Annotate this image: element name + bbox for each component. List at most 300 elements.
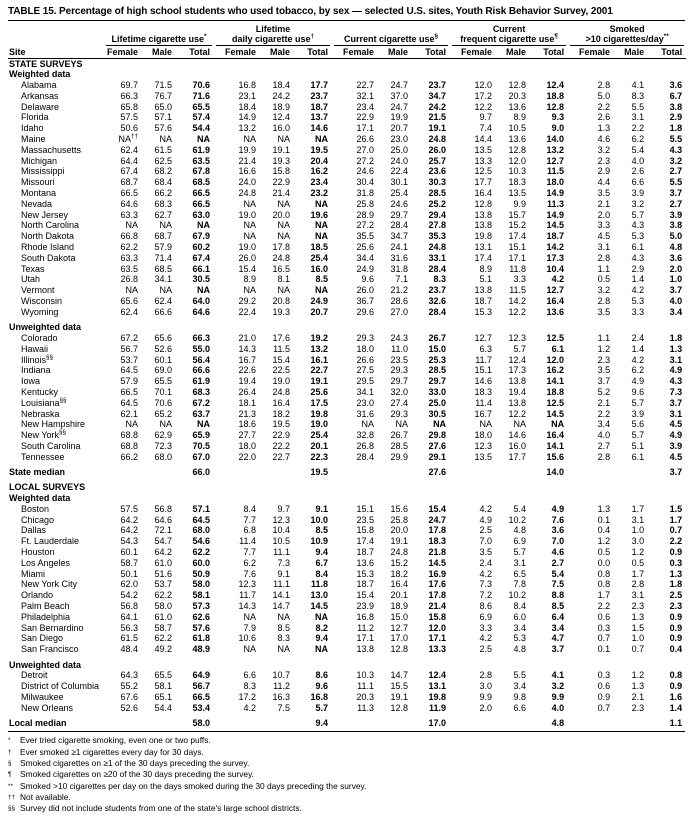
value-cell: 24.8: [428, 134, 447, 145]
value-cell: 67.4: [192, 252, 211, 263]
value-cell: 13.6: [508, 101, 527, 112]
value-cell: 10.0: [310, 514, 329, 525]
value-cell: 34.7: [428, 90, 447, 101]
value-cell: 16.4: [474, 188, 493, 199]
column-header-total: Total: [412, 46, 450, 59]
value-cell: 6.7: [315, 557, 329, 568]
value-cell: 63.7: [192, 408, 211, 419]
value-cell: 60.0: [192, 557, 211, 568]
value-cell: 3.4: [513, 622, 527, 633]
value-cell: 18.3: [428, 536, 447, 547]
table-row: [8, 333, 686, 344]
value-cell: 24.9: [310, 296, 329, 307]
value-cell: 10.6: [238, 633, 257, 644]
value-cell: 19.2: [310, 332, 329, 343]
table-row: [8, 634, 686, 645]
value-cell: 11.1: [273, 579, 291, 590]
value-cell: 24.7: [428, 514, 447, 525]
value-cell: 34.7: [390, 231, 409, 242]
value-cell: 57.9: [154, 242, 172, 253]
value-cell: 7.2: [479, 590, 493, 601]
value-cell: [104, 714, 142, 729]
value-cell: 33.1: [428, 252, 447, 263]
value-cell: 11.9: [429, 702, 447, 713]
value-cell: NA: [315, 220, 329, 231]
value-cell: 5.4: [551, 568, 565, 579]
value-cell: 2.2: [597, 408, 611, 419]
value-cell: 4.8: [513, 644, 527, 655]
value-cell: 28.4: [356, 451, 375, 462]
value-cell: 15.6: [546, 451, 565, 462]
value-cell: 19.0: [310, 419, 329, 430]
value-cell: 18.0: [238, 440, 257, 451]
value-cell: 32.1: [356, 90, 375, 101]
value-cell: 3.3: [479, 622, 493, 633]
value-cell: 69.7: [120, 80, 138, 91]
value-cell: 25.0: [428, 397, 447, 408]
value-cell: 67.2: [192, 397, 211, 408]
value-cell: 8.5: [315, 525, 329, 536]
value-cell: NA: [243, 611, 257, 622]
value-cell: 63.3: [120, 252, 138, 263]
value-cell: 16.4: [546, 296, 565, 307]
value-cell: 7.6: [551, 514, 565, 525]
value-cell: 65.6: [120, 296, 138, 307]
value-cell: 16.8: [356, 611, 375, 622]
value-cell: 4.5: [597, 231, 611, 242]
table-row: [8, 135, 686, 146]
value-cell: 25.2: [428, 198, 447, 209]
value-cell: 27.6: [428, 440, 447, 451]
value-cell: 13.7: [310, 112, 329, 123]
value-cell: 3.7: [669, 466, 683, 477]
subsection-row: [8, 318, 686, 333]
value-cell: 0.3: [597, 670, 611, 681]
value-cell: 3.2: [669, 155, 683, 166]
site-name: Rhode Island: [21, 242, 75, 253]
value-cell: 2.0: [479, 702, 493, 713]
value-cell: 2.6: [631, 166, 645, 177]
value-cell: 1.3: [631, 681, 645, 692]
value-cell: 25.6: [356, 242, 375, 253]
value-cell: 2.8: [597, 451, 611, 462]
site-name: Palm Beach: [21, 601, 70, 612]
value-cell: 20.8: [272, 296, 291, 307]
value-cell: 22.2: [272, 440, 291, 451]
value-cell: 6.9: [513, 536, 527, 547]
value-cell: 24.9: [356, 263, 375, 274]
value-cell: 12.8: [474, 198, 493, 209]
value-cell: 18.7: [356, 579, 375, 590]
value-cell: 24.8: [390, 547, 409, 558]
value-cell: 3.1: [597, 242, 611, 253]
value-cell: 24.6: [356, 166, 375, 177]
value-cell: 1.2: [597, 343, 611, 354]
value-cell: 2.3: [631, 601, 645, 612]
value-cell: 12.7: [546, 155, 565, 166]
value-cell: 14.7: [390, 670, 409, 681]
value-cell: 68.2: [154, 166, 172, 177]
table-row: [8, 409, 686, 420]
value-cell: [332, 463, 378, 478]
value-cell: 18.9: [272, 101, 291, 112]
value-cell: 56.7: [120, 343, 138, 354]
footnotes: [8, 731, 685, 814]
value-cell: 17.4: [508, 231, 527, 242]
value-cell: 34.1: [356, 386, 375, 397]
value-cell: 7.0: [479, 536, 493, 547]
value-cell: 57.4: [192, 112, 211, 123]
value-cell: 54.3: [120, 536, 138, 547]
value-cell: 14.1: [546, 376, 565, 387]
value-cell: 65.2: [154, 408, 172, 419]
value-cell: NA: [243, 285, 257, 296]
value-cell: 9.8: [513, 691, 527, 702]
value-cell: 14.9: [546, 188, 565, 199]
footnote-text: Smoked cigarettes on ≥1 of the 30 days preceding the survey.: [20, 757, 250, 768]
value-cell: 66.5: [120, 386, 138, 397]
value-cell: 53.7: [120, 354, 138, 365]
value-cell: 9.0: [551, 123, 565, 134]
value-cell: 9.6: [315, 681, 329, 692]
value-cell: 4.2: [479, 633, 493, 644]
value-cell: 16.8: [238, 80, 257, 91]
value-cell: 0.9: [669, 633, 683, 644]
section-row: [8, 478, 686, 493]
value-cell: 12.5: [546, 332, 565, 343]
value-cell: 0.5: [597, 547, 611, 558]
value-cell: 54.4: [154, 702, 172, 713]
value-cell: 10.5: [508, 123, 527, 134]
value-cell: 11.5: [509, 285, 527, 296]
value-cell: 5.5: [669, 134, 683, 145]
site-name: North Carolina: [21, 220, 80, 231]
value-cell: 1.2: [597, 536, 611, 547]
value-cell: 3.8: [669, 220, 683, 231]
value-cell: 5.3: [631, 296, 645, 307]
value-cell: 15.4: [428, 503, 447, 514]
value-cell: 4.0: [669, 296, 683, 307]
value-cell: 22.7: [272, 451, 291, 462]
value-cell: 9.4: [315, 547, 329, 558]
site-name: Delaware: [21, 101, 60, 112]
value-cell: 1.7: [631, 503, 645, 514]
value-cell: 70.6: [154, 397, 172, 408]
value-cell: 16.7: [238, 354, 257, 365]
value-cell: 14.3: [238, 601, 257, 612]
value-cell: 4.9: [631, 376, 645, 387]
value-cell: 12.4: [508, 354, 527, 365]
value-cell: 66.6: [192, 365, 211, 376]
value-cell: 22.5: [272, 365, 291, 376]
value-cell: 2.2: [597, 601, 611, 612]
value-cell: 14.1: [546, 440, 565, 451]
value-cell: 36.7: [356, 296, 375, 307]
value-cell: 21.3: [238, 408, 257, 419]
value-cell: 23.4: [356, 101, 375, 112]
value-cell: 12.7: [474, 332, 493, 343]
value-cell: [214, 463, 260, 478]
value-cell: 4.9: [479, 514, 493, 525]
value-cell: 64.9: [192, 670, 211, 681]
value-cell: NA: [513, 419, 527, 430]
value-cell: 22.6: [238, 365, 257, 376]
value-cell: 3.6: [551, 525, 565, 536]
table-row: [8, 199, 686, 210]
value-cell: 67.8: [192, 166, 211, 177]
value-cell: 70.1: [154, 386, 172, 397]
value-cell: 63.0: [192, 209, 211, 220]
table-row: [8, 275, 686, 286]
value-cell: 19.4: [238, 376, 257, 387]
value-cell: 13.8: [508, 397, 527, 408]
value-cell: 12.8: [508, 144, 527, 155]
value-cell: 14.2: [546, 242, 565, 253]
value-cell: 9.1: [315, 503, 329, 514]
value-cell: 10.9: [310, 536, 329, 547]
value-cell: 33.0: [428, 386, 447, 397]
value-cell: 1.0: [669, 274, 683, 285]
value-cell: 2.8: [597, 252, 611, 263]
site-name: Detroit: [21, 670, 48, 681]
value-cell: 1.1: [597, 332, 611, 343]
value-cell: 14.9: [546, 209, 565, 220]
value-cell: 67.0: [192, 451, 211, 462]
value-cell: 19.1: [390, 536, 409, 547]
value-cell: 29.7: [428, 376, 447, 387]
value-cell: 29.7: [390, 209, 409, 220]
value-cell: 14.2: [508, 296, 527, 307]
value-cell: 2.9: [669, 112, 683, 123]
value-cell: 25.3: [428, 354, 447, 365]
value-cell: 7.5: [277, 702, 291, 713]
value-cell: 70.6: [192, 80, 211, 91]
value-cell: 65.5: [154, 670, 172, 681]
site-name: Florida: [21, 112, 49, 123]
value-cell: 23.7: [428, 80, 447, 91]
value-cell: 16.8: [310, 691, 329, 702]
site-name: Dallas: [21, 525, 47, 536]
value-cell: 11.5: [547, 166, 565, 177]
site-name: Texas: [21, 263, 45, 274]
value-cell: [332, 714, 378, 729]
value-cell: 17.2: [474, 90, 493, 101]
value-cell: 60.1: [120, 547, 138, 558]
value-cell: 52.6: [120, 702, 138, 713]
value-cell: 0.3: [597, 622, 611, 633]
table-row: [8, 297, 686, 308]
value-cell: 16.2: [546, 365, 565, 376]
footnote: [8, 758, 685, 769]
value-cell: 1.8: [669, 332, 683, 343]
value-cell: 72.1: [154, 525, 172, 536]
value-cell: 49.2: [154, 644, 172, 655]
value-cell: NA: [243, 220, 257, 231]
value-cell: 11.4: [239, 536, 257, 547]
value-cell: 6.1: [631, 451, 645, 462]
value-cell: 8.4: [513, 601, 527, 612]
value-cell: 3.4: [669, 306, 683, 317]
site-name: Nevada: [21, 198, 53, 209]
value-cell: 8.8: [551, 590, 565, 601]
value-cell: 50.1: [120, 568, 138, 579]
value-cell: 19.8: [428, 691, 447, 702]
value-cell: 19.5: [310, 144, 329, 155]
site-name: San Bernardino: [21, 622, 84, 633]
value-cell: 23.2: [310, 188, 329, 199]
value-cell: 62.1: [120, 408, 138, 419]
value-cell: 12.8: [508, 80, 527, 91]
group-header-smoked-10-per-day: Smoked >10 cigarettes/day**: [568, 22, 686, 46]
site-name: New York City: [21, 579, 78, 590]
value-cell: 6.0: [513, 611, 527, 622]
value-cell: 1.0: [631, 633, 645, 644]
value-cell: 12.2: [508, 408, 527, 419]
value-cell: 6.2: [631, 134, 645, 145]
value-cell: 0.9: [669, 622, 683, 633]
value-cell: 18.7: [356, 547, 375, 558]
value-cell: NA: [315, 134, 329, 145]
value-cell: 3.3: [597, 220, 611, 231]
value-cell: 20.3: [508, 90, 527, 101]
value-cell: 6.7: [669, 90, 683, 101]
table-row: [8, 81, 686, 92]
value-cell: 3.1: [669, 408, 683, 419]
value-cell: 4.5: [669, 451, 683, 462]
value-cell: 24.0: [390, 155, 409, 166]
table-row: [8, 91, 686, 102]
value-cell: 61.5: [154, 144, 172, 155]
site-name: Miami: [21, 568, 45, 579]
table-row: [8, 515, 686, 526]
value-cell: 14.1: [272, 590, 291, 601]
value-cell: 56.8: [154, 503, 172, 514]
value-cell: 66.5: [120, 188, 138, 199]
value-cell: 9.9: [551, 691, 565, 702]
value-cell: 67.6: [120, 691, 138, 702]
value-cell: 3.9: [669, 209, 683, 220]
value-cell: 9.9: [479, 691, 493, 702]
value-cell: 5.7: [513, 547, 527, 558]
value-cell: 20.0: [272, 209, 291, 220]
value-cell: 56.8: [120, 601, 138, 612]
group-header-lifetime-use: Lifetime cigarette use*: [104, 22, 214, 46]
value-cell: 0.5: [597, 274, 611, 285]
value-cell: 7.3: [479, 579, 493, 590]
tobacco-use-table: [8, 22, 686, 729]
value-cell: 21.5: [428, 112, 447, 123]
value-cell: 16.6: [238, 166, 257, 177]
value-cell: 6.1: [551, 343, 565, 354]
value-cell: 26.6: [356, 354, 375, 365]
column-header-male: Male: [378, 46, 412, 59]
site-name: New York§§: [21, 429, 67, 441]
value-cell: 71.4: [154, 252, 172, 263]
value-cell: 64.5: [120, 365, 138, 376]
value-cell: 19.1: [390, 691, 409, 702]
table-row: [8, 671, 686, 682]
section-row: [8, 59, 686, 70]
section-label: LOCAL SURVEYS: [9, 482, 86, 493]
value-cell: 2.5: [479, 525, 493, 536]
value-cell: 26.8: [120, 274, 138, 285]
value-cell: 13.5: [474, 144, 493, 155]
value-cell: 3.6: [669, 252, 683, 263]
value-cell: 58.1: [192, 590, 211, 601]
footnote-text: Not available.: [20, 791, 71, 802]
value-cell: [450, 714, 496, 729]
value-cell: 16.0: [508, 440, 527, 451]
value-cell: 25.8: [356, 198, 375, 209]
value-cell: 2.7: [551, 557, 565, 568]
value-cell: 27.2: [356, 220, 375, 231]
site-name: Orlando: [21, 590, 54, 601]
footnote-text: Survey did not include students from one of the state's large school districts.: [20, 803, 302, 814]
table-row: [8, 344, 686, 355]
value-cell: 4.3: [631, 252, 645, 263]
value-cell: 32.6: [428, 296, 447, 307]
column-header-female: Female: [332, 46, 378, 59]
value-cell: 27.6: [428, 466, 447, 477]
value-cell: 16.7: [474, 408, 493, 419]
value-cell: 54.6: [192, 536, 211, 547]
value-cell: 21.8: [428, 547, 447, 558]
value-cell: 4.8: [669, 242, 683, 253]
value-cell: 1.8: [669, 579, 683, 590]
value-cell: 48.4: [120, 644, 138, 655]
value-cell: 0.9: [669, 547, 683, 558]
value-cell: 27.7: [238, 430, 257, 441]
value-cell: 5.2: [597, 386, 611, 397]
value-cell: 3.7: [669, 188, 683, 199]
value-cell: 58.7: [120, 557, 138, 568]
value-cell: 15.3: [474, 306, 493, 317]
value-cell: 1.3: [597, 503, 611, 514]
value-cell: 21.2: [390, 285, 409, 296]
value-cell: 9.6: [631, 386, 645, 397]
value-cell: 14.6: [508, 430, 527, 441]
table-row: [8, 420, 686, 431]
value-cell: 28.4: [428, 263, 447, 274]
value-cell: 1.3: [669, 343, 683, 354]
value-cell: 65.1: [154, 691, 172, 702]
value-cell: 3.1: [669, 354, 683, 365]
value-cell: 76.7: [154, 90, 172, 101]
value-cell: 37.0: [390, 90, 409, 101]
value-cell: 5.3: [513, 633, 527, 644]
value-cell: 68.5: [154, 263, 172, 274]
site-name: Colorado: [21, 332, 58, 343]
site-name: State median: [9, 466, 66, 477]
value-cell: 4.7: [551, 633, 565, 644]
table-row: [8, 580, 686, 591]
group-header-row: [8, 22, 686, 46]
table-row: [8, 307, 686, 318]
value-cell: 62.4: [154, 296, 172, 307]
value-cell: NA: [277, 134, 291, 145]
value-cell: 4.0: [597, 430, 611, 441]
value-cell: 57.6: [192, 622, 211, 633]
value-cell: 57.3: [192, 601, 211, 612]
value-cell: 62.2: [154, 633, 172, 644]
value-cell: 2.6: [597, 112, 611, 123]
value-cell: 2.8: [631, 579, 645, 590]
value-cell: 4.5: [669, 419, 683, 430]
table-row: [8, 124, 686, 135]
value-cell: 68.7: [154, 231, 172, 242]
value-cell: 16.1: [310, 354, 329, 365]
value-cell: 32.8: [356, 430, 375, 441]
